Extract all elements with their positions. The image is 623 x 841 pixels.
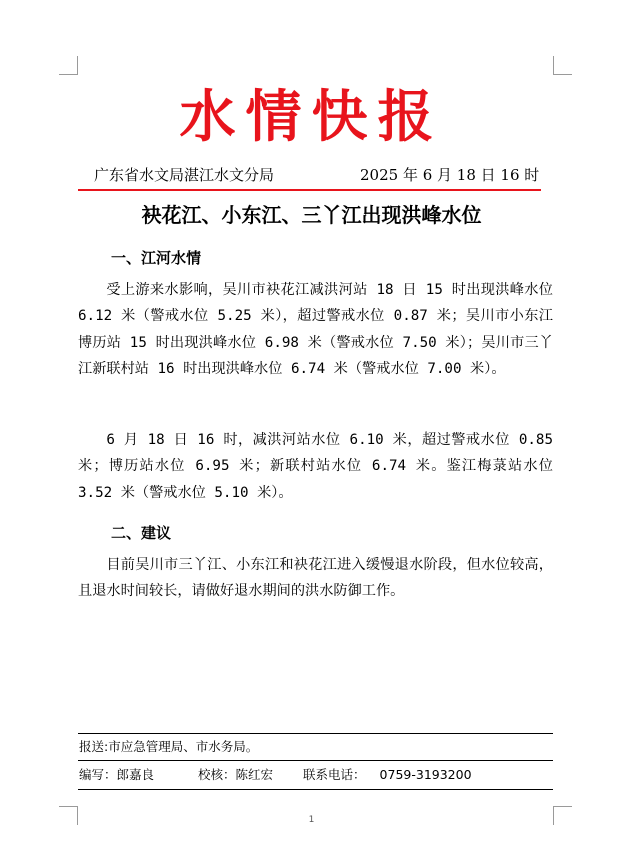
- footer-rule-top: [78, 733, 553, 734]
- paragraph: 受上游来水影响，吴川市袂花江减洪河站 18 日 15 时出现洪峰水位 6.12 米（警戒水位 5.25 米），超过警戒水位 0.87 米；吴川市小东江博历站 15 时出现洪峰水位 6.98 米（警戒水位 7.50 米）；吴川市三丫江新联村站 16 时出现洪峰水位 6.74 米（警戒水位 7.00 米）。: [78, 282, 553, 378]
- header-red-rule: [78, 189, 541, 191]
- editor-row: [79, 766, 472, 784]
- footer-rule-bottom: [78, 789, 553, 790]
- headline: 袂花江、小东江、三丫江出现洪峰水位: [141, 203, 482, 227]
- paragraph: 6 月 18 日 16 时，减洪河站水位 6.10 米，超过警戒水位 0.85 米；博历站水位 6.95 米；新联村站水位 6.74 米。鉴江梅菉站水位 3.52 米（警戒水位 5.10 米）。: [78, 432, 553, 501]
- copy-to-line: 报送:市应急管理局、市水务局。: [79, 739, 259, 754]
- paragraph: 目前吴川市三丫江、小东江和袂花江进入缓慢退水阶段，但水位较高，且退水时间较长，请做好退水期间的洪水防御工作。: [78, 557, 553, 600]
- masthead-title: 水情快报: [179, 84, 444, 150]
- issuer: 广东省水文局湛江水文分局: [94, 166, 275, 184]
- editor: 编写：郎嘉良: [79, 767, 155, 782]
- phone-number: 0759-3193200: [379, 767, 472, 782]
- footer-rule-middle: [78, 760, 553, 761]
- page-number: 1: [308, 815, 315, 825]
- section-title-suggestions: 二、建议: [111, 524, 172, 542]
- reviewer: 校核：陈红宏: [198, 767, 274, 782]
- phone-label: 联系电话：: [303, 767, 366, 782]
- section-title-river-conditions: 一、江河水情: [111, 249, 202, 267]
- crop-mark-top-left: [59, 56, 78, 75]
- issue-datetime: 2025 年 6 月 18 日 16 时: [360, 166, 540, 184]
- crop-mark-top-right: [553, 56, 572, 75]
